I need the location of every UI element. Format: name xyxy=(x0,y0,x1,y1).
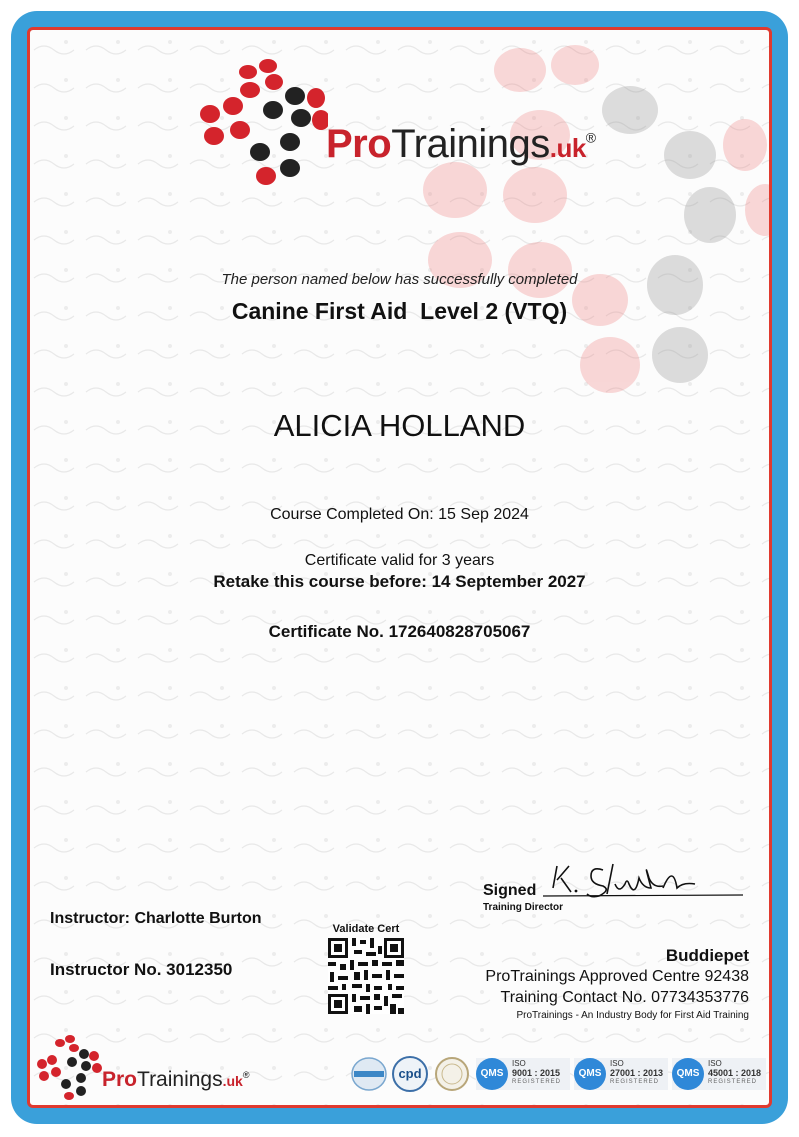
iso-9001-badge xyxy=(476,1058,570,1090)
logo-small-pro: Pro xyxy=(102,1068,138,1091)
accreditation-badges xyxy=(350,1054,770,1094)
logo-dots-icon xyxy=(198,58,328,188)
completion-date: Course Completed On: 15 Sep 2024 xyxy=(270,506,529,523)
excellence-badge-icon xyxy=(434,1056,470,1092)
validate-cert-label: Validate Cert xyxy=(332,923,400,935)
iso2-number: 27001 : 2013 xyxy=(610,1068,664,1078)
centre-name: Buddiepet xyxy=(665,946,749,965)
signature-block xyxy=(483,878,743,918)
iso3-title: ISO xyxy=(708,1059,722,1068)
iso1-title: ISO xyxy=(512,1059,526,1068)
course-title: Canine First Aid Level 2 (VTQ) xyxy=(231,298,568,324)
iso2-registered: REGISTERED xyxy=(610,1079,660,1085)
certificate-page xyxy=(27,27,772,1108)
logo-small-trainings: Trainings xyxy=(137,1068,223,1091)
intro-text: The person named below has successfully completed xyxy=(221,271,578,288)
signed-label: Signed xyxy=(483,882,537,899)
retake-text: Retake this course before: 14 September 2027 xyxy=(213,572,586,591)
logo-small-registered: ® xyxy=(242,1070,250,1080)
recipient-name: ALICIA HOLLAND xyxy=(273,408,526,443)
cpd-text: cpd xyxy=(398,1066,422,1081)
logo-tld: .uk xyxy=(549,133,586,163)
signature-image xyxy=(543,858,743,898)
qms-logo-1: QMS xyxy=(476,1058,508,1090)
validity-text: Certificate valid for 3 years xyxy=(304,552,495,569)
qms-logo-3: QMS xyxy=(672,1058,704,1090)
quality-badge-icon xyxy=(350,1056,388,1092)
iso2-title: ISO xyxy=(610,1059,624,1068)
centre-approved: ProTrainings Approved Centre 92438 xyxy=(485,968,749,985)
centre-contact: Training Contact No. 07734353776 xyxy=(500,989,749,1006)
protrainings-logo-small xyxy=(36,1034,266,1100)
signer-role: Training Director xyxy=(483,902,564,913)
logo-pro: Pro xyxy=(326,122,392,166)
protrainings-logo xyxy=(198,58,618,188)
qms-logo-2: QMS xyxy=(574,1058,606,1090)
centre-tagline: ProTrainings - An Industry Body for First Aid Training xyxy=(516,1010,749,1021)
cpd-badge xyxy=(392,1056,428,1092)
iso-27001-badge xyxy=(574,1058,668,1090)
logo-small-wordmark xyxy=(102,1068,249,1092)
validate-qr-code[interactable] xyxy=(328,938,404,1014)
certificate-number: Certificate No. 172640828705067 xyxy=(268,622,531,641)
iso1-number: 9001 : 2015 xyxy=(512,1068,561,1078)
iso1-registered: REGISTERED xyxy=(512,1079,562,1085)
logo-registered: ® xyxy=(585,129,596,146)
iso3-number: 45001 : 2018 xyxy=(708,1068,762,1078)
logo-dots-small-icon xyxy=(36,1034,106,1100)
logo-small-tld: .uk xyxy=(222,1073,243,1089)
instructor-number: Instructor No. 3012350 xyxy=(50,960,233,979)
instructor-name: Instructor: Charlotte Burton xyxy=(50,910,262,927)
iso3-registered: REGISTERED xyxy=(708,1079,758,1085)
iso-45001-badge xyxy=(672,1058,766,1090)
logo-wordmark xyxy=(326,122,596,167)
logo-trainings: Trainings xyxy=(391,122,550,166)
